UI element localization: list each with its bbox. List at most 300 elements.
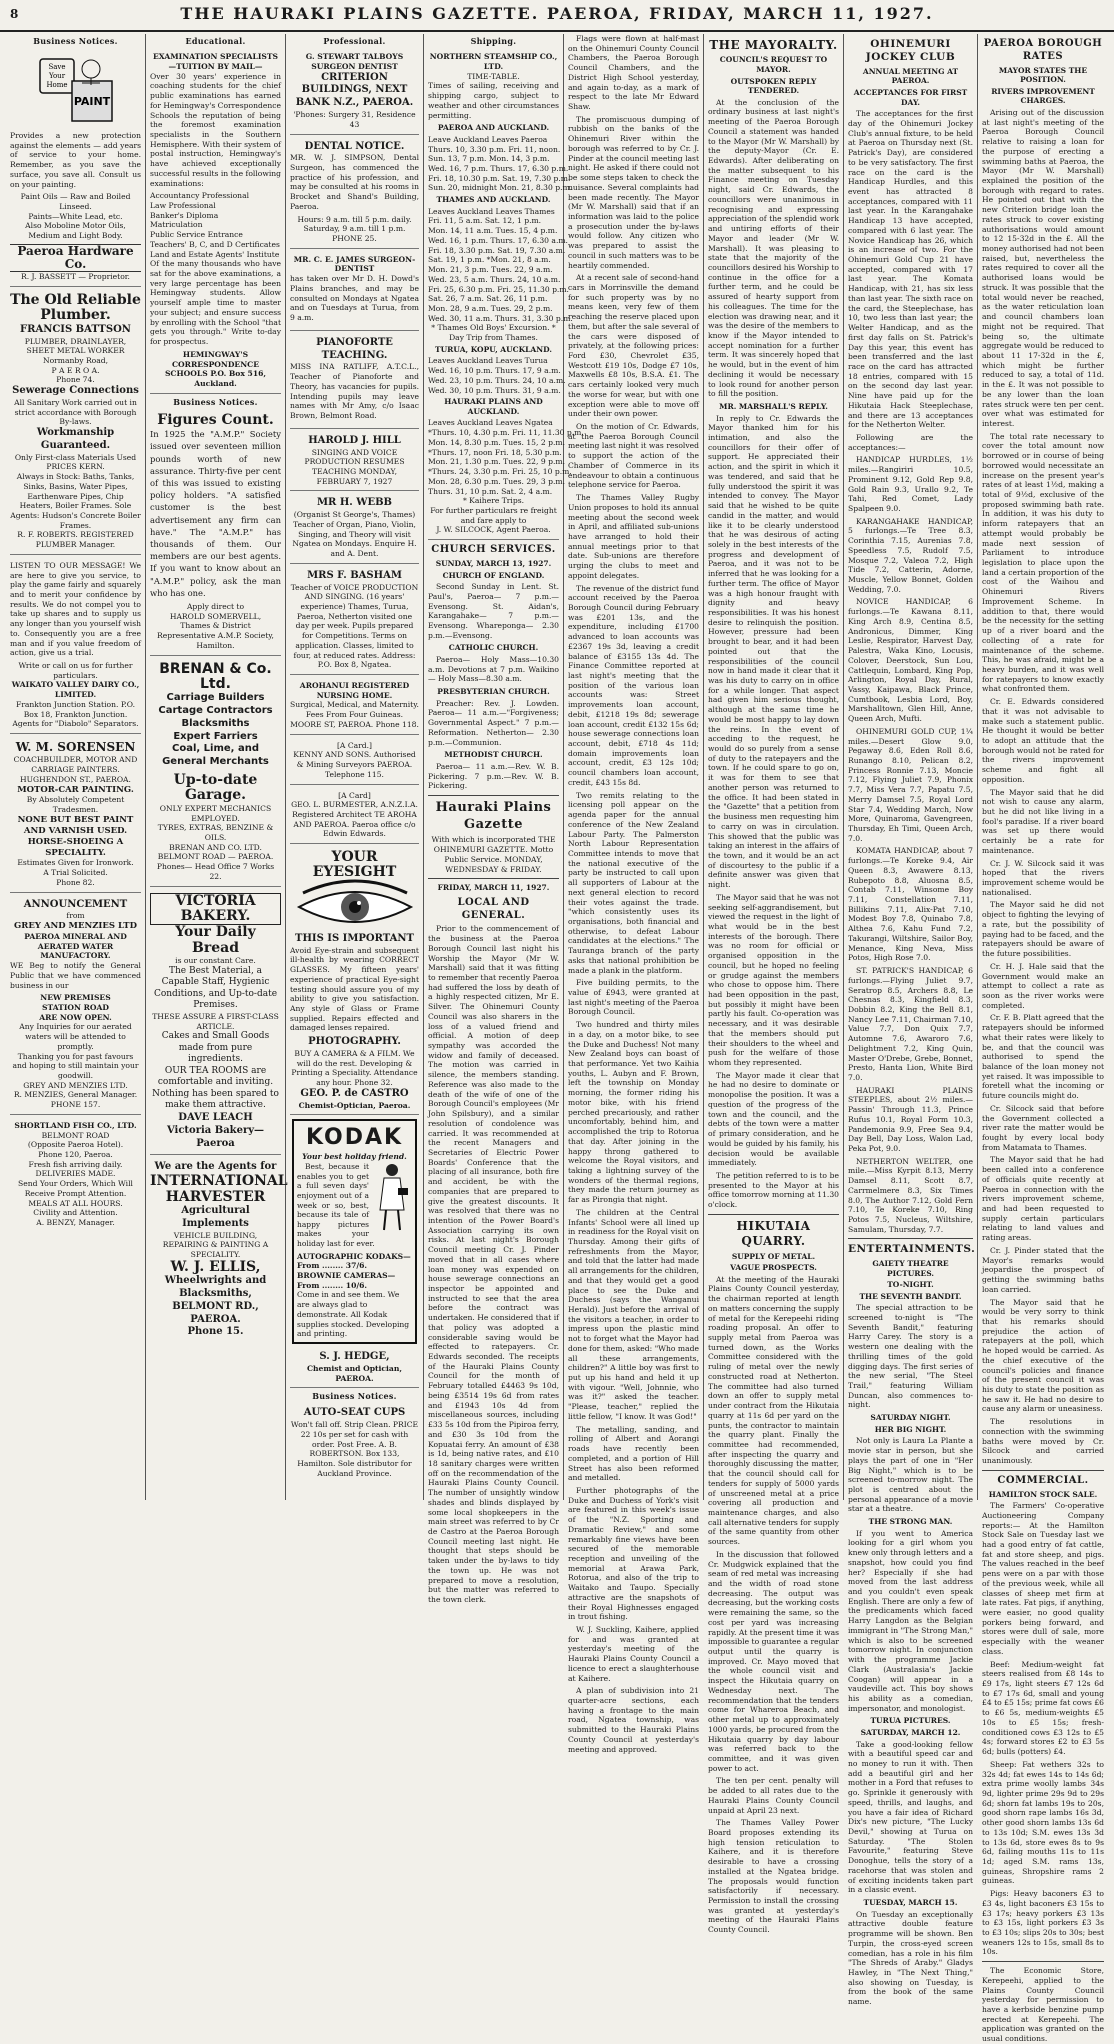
mayoralty-text: The petition referred to is to be presented to the Mayor at his office tomorrow morning at 11.30 o'clock. — [708, 1170, 839, 1210]
stock-text: The Farmers' Co-operative Auctioneering Company reports:— At the Hamilton Stock Sale on Tuesday last we had a good entry of fat cattle, fat and store sheep, and pigs. The values reached in the beef pens were on a par with those of the previous week, while all classes of sheep met firm at late rates. Fat pigs, if anything, were easier, no good quality porkers being forward, and stores were dull of sale, more especially with the weaner class. — [982, 1501, 1104, 1656]
ratliff-text: MISS INA RATLIFF, A.T.C.L., Teacher of Pianoforte and Theory, has vacancies for pupils. Intending pupils may leave names with Mr Amy, c/o Isaac Brown, Belmont Road. — [290, 362, 419, 420]
exam-text-2: Of the many thousands who have sat for the above examinations, a very large percentage has been Hemingway students. Allow yourself ample time to master your subject; and ensure success by enrolling with the School "that gets you through." Write to-day for prospectus. — [150, 259, 281, 347]
exam-list — [150, 191, 281, 259]
divider — [428, 795, 559, 796]
gaiety-title: GAIETY THEATRE PICTURES. — [872, 1258, 949, 1278]
fish-line: BELMONT ROAD — [41, 1130, 110, 1140]
england-text: Second Sunday in Lent. St. Paul's, Paeroa— 7 p.m.—Evensong. St. Aidan's, Karangahake— 7 p.m.—Evensong. Whareponga— 2.30 p.m.—Evensong. — [428, 582, 559, 640]
harvester-sub: Agricultural Implements — [181, 1204, 250, 1229]
schedule-row: Sun. 13, 7 p.m. Mon. 14, 3 p.m. — [428, 154, 550, 164]
hedge-advert — [290, 1348, 419, 1388]
race-entry: HANDICAP HURDLES, 1½ miles.—Rangiriri 10.5, Prominent 9.12, Gold Rep 9.8, Gold Rain 9.3, Urallo 9.2, Te Tahi, Red Comet, Lady Spalpeen 9.0. — [848, 455, 973, 513]
turua-text: On Tuesday an exceptionally attractive double feature programme will be shown. Ben Turpin, the cross-eyed screen comedian, has a role in his film "The Shreds of Araby." Gladys Hawley, in "The Next Thing," also showing on Tuesday, is from the book of the same name. — [848, 1909, 973, 2007]
rates-text: The Mayor said he did not object to fighting the levying of a rate, but the possibility of paying had to be faced, and the ratepayers should be aware of the future possibilities. — [982, 900, 1104, 959]
fish-fresh: Fresh fish arriving daily. — [28, 1159, 123, 1169]
rates-text: The Mayor said that he would be very sorry to think that his remarks should prejudice the action of ratepayers at the poll, which he hoped would be carried. As the chief executive of the council's policies and finance of the present council it was his duty to state the position as he saw it. He had no desire to cause any alarm or uneasiness. — [982, 1297, 1104, 1414]
schedule-row: Fri. 18, 10.30 p.m. Sat. 19, 7.30 p.m. — [428, 173, 571, 183]
newspaper-title: THE HAURAKI PLAINS GAZETTE. PAEROA, FRIDAY, MARCH 11, 1927. — [180, 4, 934, 23]
meals: MEALS AT ALL HOURS. — [28, 1198, 123, 1208]
tonight: TO-NIGHT. — [887, 1280, 934, 1290]
jockey-title: OHINEMURI JOCKEY CLUB — [865, 38, 956, 64]
brenan-phones: Phones— Head Office 7 Works 22. — [156, 862, 275, 881]
basham-text: Teacher of VOICE PRODUCTION AND SINGING. (16 years' experience) Thames, Turua, Paeroa, Netherton visited one day per week. Pupils prepared for Competitions. Terms on application. Classes, limited to four, at reduced rates. Address: P.O. Box 8, Ngatea. — [290, 582, 419, 670]
figures-text: In 1925 the "A.M.P." Society issued over seventeen million pounds worth of new assurance. Thirty-five per cent of this was issued to existing policy holders. "A satisfied customer is the best advertisement any firm can have." The "A.M.P." has thousands of them. Our members are our best agents. If you want to know about an "A.M.P." policy, ask the man who has one. — [150, 429, 281, 598]
garage-title: Up-to-date Garage. — [173, 772, 258, 804]
arohanui-text: Surgical, Medical, and Maternity. Fees From Four Guineas. MOORE ST, PAEROA. Phone 118. — [290, 700, 419, 729]
logo-word-save: Save — [47, 63, 66, 72]
photo-text: BUY A CAMERA & A FILM. We will do the rest. Developing & Printing a Speciality. Attendance any hour. Phone 32. — [291, 1048, 418, 1088]
sorensen-advert — [10, 737, 141, 892]
dental-advert — [290, 138, 419, 249]
schedule-row: *Thurs. 17, noon Fri. 18, 5.30 p.m. — [428, 447, 562, 457]
mayoralty-title: THE MAYORALTY. — [709, 38, 838, 52]
rates-sub-2: RIVERS IMPROVEMENT CHARGES. — [991, 86, 1095, 106]
fish-title: SHORTLAND FISH CO., LTD. — [14, 1120, 137, 1130]
piano-title: PIANOFORTE TEACHING. — [316, 336, 393, 361]
schedule-header: Leaves Auckland Leaves Thames — [428, 206, 555, 216]
jockey-text: Following are the acceptances:— — [848, 432, 973, 452]
fish-line: Phone 120, Paeroa. — [38, 1150, 113, 1160]
stock-text: Sheep: Fat wethers 32s to 32s 4d; fat ewes 14s to 14s 6d; extra prime woolly lambs 34s 9d, lighter prime 29s 9d to 29s 6d; shorn fat lambs 19s to 20s, good shorn rape lambs 16s 3d, other good shorn lambs 13s 6d to 13s 10d; S.M. ewes 13s 3d to 13s 6d, store ewes 8s to 9s 6d, failing mouths 11s to 11s 1d; aged S.M. rams 13s, guineas, Shropshire rams 2 guineas. — [982, 1759, 1104, 1886]
bakery-title: VICTORIA BAKERY. — [150, 893, 281, 926]
brenan-title: BRENAN & Co. Ltd. — [159, 660, 272, 692]
notify-text: WE Beg to notify the General Public that we have commenced business in our — [10, 961, 141, 990]
important-text: Avoid Eye-strain and subsequent ill-health by wearing CORRECT GLASSES. My fifteen years' experience of practical Eye-sight testing should assure you of my ability to give you satisfaction. Any style of Glass or Frame supplied. Repairs effected and damaged lenses repaired. — [290, 945, 419, 1033]
section-heading: Business Notices. — [33, 36, 118, 46]
estimates: Estimates Given for Ironwork. — [17, 858, 134, 868]
her-big-night: HER BIG NIGHT. — [874, 1424, 947, 1434]
sorensen-line: HUGHENDON ST., PAEROA. — [20, 774, 131, 784]
commercial-title: COMMERCIAL. — [997, 1474, 1089, 1486]
newspaper-page — [6, 34, 1108, 2044]
kodak-autographic: AUTOGRAPHIC KODAKS— From ........ 37/6. — [297, 1251, 411, 1271]
news-item: Two hundred and thirty miles in a day, on a motor bike, to see the Duke and Duchess! Not many New Zealand boys can boast of that performance. Yet two Kaihia youths, L. Aubyn and F. Brown, left the township on Monday morning, the former riding his motor bike, with his friend perched precariously, and rather uncomfortably, behind him, and accomplished the trip to Rotorua that day. After joining in the happy throng gathered to welcome the Royal visitors, and taking a lightning survey of the wonders of the thermal regions, they made the return journey as far as Pirongia that night. — [568, 1020, 699, 1205]
schedule-row: Thurs. 10, 3.30 p.m. Fri. 11, noon. — [428, 144, 561, 154]
paint-advert — [10, 49, 141, 287]
bread-sub: is our constant Care. — [175, 956, 256, 966]
civility: Civility and Attention. — [33, 1208, 118, 1218]
brenan-line: Expert Farriers — [173, 730, 258, 742]
harvester-title: INTERNATIONAL HARVESTER — [150, 1173, 288, 1205]
announcement-from: from — [66, 911, 85, 921]
dairy-name: WAIKATO VALLEY DAIRY CO., LIMITED. — [11, 680, 140, 700]
vehicle-text: VEHICLE BUILDING, REPAIRING & PAINTING A SPECIALITY. — [162, 1230, 269, 1259]
local-general-title: LOCAL AND GENERAL. — [457, 896, 530, 921]
quarry-text: The Thames Valley Power Board proposes extending its high tension reticulation to Kaihere, and it is therefore desirable to have a crossing installed at the Ngatea bridge. The proposals would function satisfactorily if necessary. Permission to install the crossing was granted at yesterday's meeting of the Hauraki Plains County Council. — [708, 1818, 839, 1935]
gazette-nameplate: Hauraki Plains Gazette — [435, 800, 552, 832]
schedule-row: Sat. 19, 1 p.m. *Mon. 21, 8 a.m. — [428, 255, 551, 265]
plumber-line: PLUMBER, DRAINLAYER, SHEET METAL WORKER — [24, 336, 127, 356]
column-7 — [844, 34, 978, 2007]
schedule-row: Mon. 21, 3 p.m. Tues. 22, 9 a.m. — [428, 265, 553, 275]
hemingway-address: HEMINGWAY'S CORRESPONDENCE SCHOOLS P.O. Box 516, Auckland. — [164, 349, 267, 388]
paint-line: Paint Oils — Raw and Boiled Linseed. — [20, 192, 131, 211]
announcement-firm: GREY AND MENZIES LTD — [14, 921, 137, 932]
criterion: CRITERION BUILDINGS, NEXT BANK N.Z., PAEROA. — [295, 71, 414, 109]
news-item: Further photographs of the Duke and Duchess of York's visit are featured in this week's issue of the "N.Z. Sporting and Dramatic Review," and some remarkably fine views have been secured of the memorable reception and unveiling of the memorial at Arawa Park, Rotorua, and also of the trip to Waitako and Taupo. Specially attractive are the snapshots of their Royal Highnesses engaged in trout fishing. — [568, 1485, 699, 1622]
news-item: At a recent sale of second-hand cars in Morrinsville the demand for such property was by no means keen, very few of them reaching the reserve placed upon them, but after the sale several of the cars were disposed of privately, at the following prices: Ford £30, Chevrolet £35, Westcott £19 10s, Dodge £7 10s, Maxwells £8 10s, B.S.A. £1. The cars certainly looked very much the worse for wear, but with one exception were able to move off under their own power. — [568, 273, 699, 419]
bandit-text: The special attraction to be screened to-night is "The Seventh Bandit," featuring Harry Carey. The story is a western one dealing with the thrilling times of the gold digging days. The first series of the new serial, "The Steel Trail," featuring William Duncan, also commences to-night. — [848, 1303, 973, 1410]
dental-title: DENTAL NOTICE. — [304, 140, 405, 152]
route-title: HAURAKI PLAINS AND AUCKLAND. — [444, 397, 543, 416]
race-entry: OHINEMURI GOLD CUP, 1¼ miles.—Desert Glow 9.0, Pegaway 8.6, Eden Roll 8.6, Runango 8.10, Pelican 8.2, Princess Ronnie 7.13, Moncie 7.12, Flying Juliet 7.9, Phonix 7.7, Miss Vera 7.7, Papatu 7.5, Merry Damsel 7.5, Royal Lord Star 7.4, Wedding March, Now More, Quinaroma, Gavengreen, Thursday, Eh Timi, Queen Arch, 7.0. — [848, 726, 973, 843]
schedule-row: Wed. 16, 1 p.m. Thurs. 17, 6.30 a.m. — [428, 235, 568, 245]
somervell: HAROLD SOMERVELL, — [169, 611, 262, 621]
bandit-title: THE SEVENTH BANDIT. — [859, 1291, 962, 1301]
church-date: SUNDAY, MARCH 13, 1927. — [435, 558, 552, 568]
kenny-text: KENNY AND SONS. Authorised & Mining Surveyors PAEROA. Telephone 115. — [293, 750, 416, 779]
grey-menzies-advert — [10, 896, 141, 1115]
news-item: Flags were flown at half-mast on the Ohinemuri County Council Chambers, the Paeroa Borough Council Chambers, and the District High School yesterday, and again to-day, as a mark of respect to the late Mr Edward Shaw. — [568, 34, 699, 112]
thanking-text: Thanking you for past favours and hoping to still maintain your goodwill. — [12, 1051, 139, 1081]
strong-man: THE STRONG MAN. — [868, 1517, 953, 1527]
dairy-address: Frankton Junction Station. P.O. Box 18, Frankton Junction. Agents for "Diabolo" Separators. — [12, 699, 139, 729]
church-of-england: CHURCH OF ENGLAND. — [442, 570, 545, 580]
rates-text: Cr. H. J. Hale said that the Government would make an attempt to collect a rate as soon as the river works were completed. — [982, 961, 1104, 1010]
brenan-line: Carriage Builders — [166, 692, 265, 704]
rates-text: The resolutions in connection with the swimming baths were moved by Cr. Silcock and carried unanimously. — [982, 1417, 1104, 1465]
schedule-row: Fri. 11, 5 a.m. Sat. 12, 1 p.m. — [428, 216, 542, 226]
catholic-text: Paeroa— Holy Mass—10.30 a.m. Devotions at 7 p.m. Waikino— Holy Mass—8.30 a.m. — [428, 655, 559, 684]
plumber-line: Phone 74. — [56, 375, 95, 385]
steamship-title: NORTHERN STEAMSHIP CO., LTD. — [429, 52, 558, 71]
news-item: The metalling, sanding, and rolling of Albert and Aorangi roads have recently been completed, and a portion of Hill Street has also been reformed and metalled. — [568, 1424, 699, 1483]
motorcar-sub: By Absolutely Competent Tradesmen. — [26, 795, 125, 815]
paint-body: Provides a new protection against the elements — add years of service to your home. Remember, as you save the surface, you save all. Consult us on your painting. — [10, 130, 141, 189]
rates-text: Arising out of the discussion at last night's meeting of the Paeroa Borough Council relative to raising a loan for the purpose of erecting a swimming baths at Paeroa, the Mayor (Mr W. Marshall) explained the position of the borough with regard to rates. He pointed out that with the new Criterion bridge loan the rates struck to cover existing authorisations would amount to 12 15-32d in the £. All the money authorised had not been raised, but, nevertheless the rates required to cover all the authorised loans would be struck. It was possible that the total would never be reached, as the water reticulation loan and council chambers loan might not be required. That being so, the ultimate aggregate would be reduced to about 11 17-32d in the £, which might be further reduced to say, a total of 11d. in the £. It was not possible to be any lower than the loan rates struck were ten per cent. over what was estimated for interest. — [982, 107, 1104, 428]
jockey-sub: ANNUAL MEETING AT PAEROA. — [862, 66, 959, 86]
timetable-title: TIME-TABLE. — [467, 71, 520, 81]
grey-sign: GREY AND MENZIES LTD. — [23, 1080, 128, 1090]
ellis-phone: Phone 15. — [187, 1326, 244, 1338]
schedule-header: Leave Auckland Leaves Paeroa — [428, 134, 548, 144]
exam-item: Matriculation — [150, 220, 203, 230]
webb-advert — [290, 494, 419, 563]
schedule-row: Sun. 20, midnight Mon. 21, 8.30 p.m. — [428, 183, 573, 193]
mayoralty-text: In reply to Cr. Edwards the Mayor thanked him for his intimation, and also the councillors for their offer of support. He appreciated their action, and the spirit in which it was tendered, and said that he fully understood the spirit it was intended to convey. The Mayor said that he wished to be quite candid in the matter, and would like it to be clearly understood that he was desirous of acting solely in the best interests of the progress and development of Paeroa, and it was not to be inferred that he was looking for a further term. The office of Mayor was a high honour fraught with dignity and heavy responsibilities. It was his honest desire to relinquish the position. However, pressure had been brought to bear, and it had been pointed out that the responsibilities of the council now in hand made it clear that it was his duty to carry on in office for a while longer. That aspect had given him serious thought, although at the same time he would be most happy to lay down the reins. In the event of acceding to the request, he would do so purely from a sense of duty to the ratepayers and the town. If he could spare to go on, it was for them to see that another person was returned to the office. It had been stated in the "Gazette" that a petition from the business men requesting him to carry on was in circulation. This showed that the public was taking an interest in the affairs of the town, and it would be an act of discourtesy to the public if a definite answer was given that night. — [708, 413, 839, 890]
route-schedule — [428, 134, 573, 193]
card-label: [A Card.] — [336, 740, 373, 750]
presbyterian-church: PRESBYTERIAN CHURCH. — [437, 687, 550, 697]
route-note: * Thames Old Boys' Excursion. * Day Trip from Thames. — [431, 323, 556, 343]
quarry-text: The ten per cent. penalty will be added to all rates due to the Hauraki Plains County Council unpaid at April 23 next. — [708, 1776, 839, 1815]
news-item: Five building permits, to the value of £943, were granted at last night's meeting of the Paeroa Borough Council. — [568, 978, 699, 1017]
exam-title: EXAMINATION SPECIALISTS —TUITION BY MAIL— — [152, 52, 279, 71]
brenan-line: Coal, Lime, and — [172, 743, 259, 755]
rates-text: Cr. E. Edwards considered that it was not advisable to make such a statement public. He thought it would be better to adopt an attitude that the borough would not be rated for the rivers improvement scheme and fight all opposition. — [982, 697, 1104, 784]
stock-text: Always in Stock: Baths, Tanks, Sinks, Basins, Water Pipes, Earthenware Pipes, Chip Heaters, Boiler Frames. Sole Agents: Hudson's Concrete Boiler Frames. — [10, 472, 141, 530]
methodist-text: Paeroa— 11 a.m.—Rev. W. B. Pickering. 7 p.m.—Rev. W. B. Pickering. — [428, 761, 559, 791]
quarry-title: HIKUTAIA QUARRY. — [736, 1218, 811, 1249]
exam-item: Teachers' B, C, and D Certificates — [150, 239, 280, 249]
route-title: THAMES AND AUCKLAND. — [436, 195, 551, 205]
news-item: The Thames Valley Rugby Union proposes to hold its annual meeting about the second week in April, and affiliated sub-unions have arranged to hold their annual meetings prior to that date. Sub-unions are therefore urging the clubs to meet and appoint delegates. — [568, 493, 699, 580]
turua-title: TURUA PICTURES. — [870, 1716, 951, 1726]
dairy-text: LISTEN TO OUR MESSAGE! We are here to give you service, to play the game fairly and squarely and to merit your confidence by results. We do not compel you to take up shares and to supply us any longer than you yourself wish to. Consequently you are a free man and if you value freedom of action, give us a trial. — [10, 560, 141, 658]
rates-text: Cr. J. Pinder stated that the Mayor's remarks would jeopardise the prospect of getting the swimming baths loan carried. — [982, 1245, 1104, 1294]
ellis-name: W. J. ELLIS, — [170, 1258, 261, 1275]
jockey-sub-2: ACCEPTANCES FOR FIRST DAY. — [853, 88, 968, 107]
gazette-sub: With which is incorporated THE OHINEMURI GAZETTE. Motto Public Service. MONDAY, WEDNESDAY & FRIDAY. — [431, 835, 556, 874]
quarry-text: At the meeting of the Hauraki Plains County Council yesterday, the chairman reported at length on matters concerning the supply of metal for the Kerepeehi riding roading proposal. An offer to supply metal from Paeroa was turned down, as the Works Committee considered with the ruling of metal over the newly constructed road at Netherton. The committee had also turned down an offer to supply metal under contract from the Hikutaia quarry at 11s 6d per yard on the punts, the contractor to maintain the quarry plant. Finally the committee had recommended, after inspecting the quarry and thoroughly discussing the matter, that the council should call for tenders for supply of 5000 yards of unscreened metal at a price covering all production and maintenance charges, and also call alternative tenders for supply of the same quantity from other sources. — [708, 1274, 839, 1547]
stock-text: Beef: Medium-weight fat steers realised from £8 14s to £9 17s, light steers £7 12s 6d to £7 17s 6d, small and young £4 to £5 15s; prime fat cows £6 to £6 5s, medium-weights £5 10s to £5 15s; fresh-conditioned cows £3 12s to £5 4s; forward stores £2 to £3 5s 6d; bulls (potters) £4. — [982, 1659, 1104, 1757]
paint-line: Also Moboline Motor Oils, Medium and Light Body. — [25, 221, 126, 241]
masthead — [0, 0, 1114, 32]
kenny-advert — [290, 738, 419, 785]
column-6 — [704, 34, 844, 1935]
saturday-night: SATURDAY NIGHT. — [870, 1413, 951, 1423]
local-general-text: Prior to the commencement of the business at the Paeroa Borough Council last night his Worship the Mayor (Mr W. Marshall) said that it was fitting to remember that recently Paeroa had suffered the loss by death of a highly respected citizen, Mr E. Silver. The Ohinemuri County Council was also sharers in the loss of a valued friend and official. A motion of deep sympathy was accorded the widow and family of deceased. The motion was carried in silence, the members standing. Reference was also made to the death of the wife of one of the Borough Council's employees (Mr John Spilsbury), and a similar resolution of condolence was carried. It was recommended at the recent Managers and Secretaries of Electric Power Boards' Conference that the placing of all insurance, both fire and accident, be with the companies that are prepared to give the greatest discounts. It was resolved that there was no intention of the Power Board's Association carrying its own risks. At last night's Borough Council meeting Cr. J. Pinder moved that in all cases where loan money was expended on house sewerage connections an inspector be appointed and instructed to see that the area before the contract was undertaken. He considered that if that policy was adopted a considerable saving would be effected to ratepayers. Cr. Edwards seconded. The receipts of the Hauraki Plains County Council for the month of February totalled £4463 9s 10d, being £3514 19s 6d from rates and £1943 10s 4d from miscellaneous sources, including £33 5s 10d from the Pipiroa ferry, and £30 3s 10d from the Kopuatai ferry. An amount of £38 is 1d, being native rates, and £10 18 sanitary charges were written off on the recommendation of the Hauraki Plains County Council. The number of unsightly window shades and blinds displayed by some local shopkeepers in the main street was referred to by Cr de Castro at the Paeroa Borough Council meeting last night. He thought that steps should be taken under the by-laws to tidy the town up. He was not prepared to move a resolution, but the matter was referred to the town clerk. — [428, 924, 559, 1604]
schedule-row: Mon. 14, 11 a.m. Tues. 15, 4 p.m. — [428, 226, 558, 236]
roberts-sign: R. F. ROBERTS. REGISTERED PLUMBER Manager. — [17, 530, 134, 550]
rates-text: The total rate necessary to cover the total amount now borrowed or in course of being borrowed would necessitate an increase on the present year's rates of at least 1½d, making a total of 9½d, exclusive of the proposed swimming bath rate. In addition, it was his duty to inform ratepayers that an attempt would probably be made next session of Parliament to introduce legislation to place upon the land a certain proportion of the cost of the Waihou and Ohinemuri Rivers Improvement Scheme. In addition to that, there would be the necessity for the setting up of a river board and the collecting of a rate for maintenance of the scheme. This, he was afraid, might be a heavy burden, and it was well for ratepayers to know exactly what confronted them. — [982, 431, 1104, 694]
quarry-sub: SUPPLY OF METAL. — [731, 1251, 816, 1261]
arohanui-advert — [290, 678, 419, 735]
news-item: The revenue of the district fund account received by the Paeroa Borough Council during February was £201 13s, and the expenditure, including £1700 advanced to loan accounts was £2367 19s 3d, leaving a credit balance of £3155 13s 4d. The Finance Committee reported at last night's meeting that the position of the various loan accounts was: Street improvements loan account, debit, £1218 19s 8d; sewerage loan account, credit £132 15s 6d; house sewerage connections loan account, debit, £718 4s 11d; domain improvements loan account, credit, £3 12s 10d; council chambers loan account, credit, £43 15s 8d. — [568, 583, 699, 787]
methodist-church: METHODIST CHURCH. — [444, 750, 543, 760]
race-entry: KOMATA HANDICAP, about 7 furlongs.—Te Koreke 9.4, Air Queen 8.3, Awawere 8.13, Rubepoto 8.8, Aluosna 8.5, Contab 7.11, Winsome Boy 7.11, Constellation 7.11, Billikins 7.11, Alix-Pat 7.10, Modest Boy 7.8, Quinabo 7.8, Althea 7.6, Kahu Fund 7.2, Takurangi, Wiltshire, Sailor Boy, Menance, King Neva, Miss Potos, High Rose 7.0. — [848, 846, 973, 963]
mineral-water: PAEROA MINERAL AND AERATED WATER MANUFACTORY. — [24, 931, 127, 961]
schedule-row: *Thurs. 10, 4.30 p.m. Fri. 11, 11.30 p.m. — [428, 428, 584, 438]
schedule-row: Mon. 21, 1.30 p.m. Tues. 22, 9 p.m. — [428, 457, 565, 467]
cups-advert — [290, 1404, 419, 1482]
exam-text: Over 30 years' experience in coaching students for the chief public examinations has earned for Hemingway's Correspondence Schools the reputation of being the foremost examination specialists in the Southern Hemisphere. With their system of postal instruction, Hemingway's have achieved exceptionally successful results in the following examinations: — [150, 71, 281, 188]
schedule-row: *Thurs. 24, 3.30 p.m. Fri. 25, 10 p.m. — [428, 467, 572, 477]
brenan-address: BELMONT ROAD — PAEROA. — [157, 852, 274, 862]
church-title: CHURCH SERVICES. — [431, 544, 556, 556]
section-heading: Educational. — [185, 36, 246, 46]
eye-icon — [295, 883, 415, 931]
route-note: * Kaihere Trips. — [462, 496, 525, 506]
new-premises: NEW PREMISES — [40, 993, 111, 1003]
schedule-row: Mon. 28, 9 a.m. Tues. 29, 2 p.m. — [428, 303, 553, 313]
rates-text: Cr. J. W. Silcock said it was hoped that the rivers improvement scheme would be nationalised. — [982, 858, 1104, 897]
decastro-sub: Chemist-Optician, Paeroa. — [298, 1100, 411, 1110]
leach-sub: Victoria Bakery—Paeroa — [166, 1124, 265, 1149]
news-item: A plan of subdivision into 21 quarter-acre sections, each having a frontage to the main road, Ngatea township, was submitted to the Hauraki Plains County Council at yesterday's meeting and approved. — [568, 1686, 699, 1754]
hardware-proprietor: R. J. BASSETT — Proprietor. — [21, 272, 130, 282]
route-title: TURUA, KOPU, AUCKLAND. — [435, 344, 552, 354]
news-item: The children at the Central Infants' School were all lined up in readiness for the Royal visit on Thursday. Among their gifts of refreshments from the Mayor, and told that the latter had made all arrangements for the children, and that they would get a good place to see the Duke and Duchess (says the Wanganui Herald). Just before the arrival of the visitors a teacher, in order to impress upon the plastic mind not to forget what the Mayor had done for them, asked: "Who made all these arrangements, children?" A little boy was first to put up his hand and held it up with vigour. "Well, Johnnie, who was it?" asked the teacher. "Please, teacher," replied the little fellow, "I know. It was God!" — [568, 1207, 699, 1421]
mayoralty-sub: COUNCIL'S REQUEST TO MAYOR. — [719, 55, 828, 74]
race-entry: NETHERTON WELTER, one mile.—Miss Kyrpit 8.13, Merry Damsel 8.11, Scott 8.7, Carrmelmere 8.3, Six Times 8.0, The Author 7.12, Gold Fern 7.10, Te Koreke 7.10, Ring Potos 7.5, Nucleus, Wiltshire, Samulam, Thursday, 7.7. — [848, 1156, 973, 1234]
turua-tuesday: TUESDAY, MARCH 15. — [863, 1898, 958, 1908]
plumber-title: The Old Reliable Plumber. — [10, 291, 141, 324]
cups-title: AUTO-SEAT CUPS — [303, 1407, 406, 1419]
plumber-name: FRANCIS BATTSON — [20, 323, 131, 335]
cakes-text: Cakes and Small Goods made from pure ingredients. — [161, 1031, 270, 1065]
logo-word-your: Your — [48, 72, 65, 81]
harvester-advert — [150, 1158, 288, 1343]
schedule-row: Mon. 28, 6.30 p.m. Tues. 29, 3 p.m. — [428, 476, 565, 486]
plumber-advert — [10, 290, 141, 555]
exam-item: Law Professional — [150, 201, 216, 211]
exam-item: Public Service Entrance — [150, 230, 243, 240]
cups-text: Won't fall off. Strip Clean. PRICE 22 10s per set for cash with order. Post Free. A. B. ROBERTSON. Box 133, Hamilton. Sole distributor for Auckland Province. — [290, 1420, 419, 1478]
station-road: STATION ROAD — [41, 1002, 109, 1012]
schedule-row: Wed. 16, 10 p.m. Thurs. 17, 9 a.m. — [428, 366, 561, 376]
logo-word-home: Home — [45, 81, 68, 90]
quarry-sub-2: VAGUE PROSPECTS. — [730, 1263, 817, 1273]
fish-deliveries: DELIVERIES MADE. — [35, 1169, 116, 1179]
holiday-figure-icon — [372, 1162, 412, 1232]
stock-sale-title: HAMILTON STOCK SALE. — [988, 1489, 1098, 1499]
fish-line: (Opposite Paeroa Hotel). — [27, 1140, 124, 1150]
agents-text: We are the Agents for — [154, 1161, 277, 1173]
paint-tin-icon — [36, 55, 116, 125]
section-heading: Business Notices. — [312, 1391, 397, 1402]
silcock-sign: J. W. SILCOCK, Agent Paeroa. — [436, 525, 551, 535]
her-text: Not only is Laura La Plante a movie star in person, but she plays the part of one in "Her Big Night," which is to be screened to-morrow night. The plot is centred about the personal appearance of a movie star at a theatre. — [848, 1436, 973, 1514]
jockey-text: The acceptances for the first day of the Ohinemuri Jockey Club's annual fixture, to be held at Paeroa on Thursday next (St. Patrick's Day), are considered to be very satisfactory. The first race on the card is the Handicap Hurdles, and this event has attracted 8 acceptances, compared with 11 last year. In the Karangahake Handicap 13 have accepted, compared with 6 last year. The Novice Handicap has 26, which is an increase of two. For the Ohinemuri Gold Cup 21 have accepted, compared with 17 last year. The Komata Handicap, with 21, has six less than last year. The sixth race on the card, the Steeplechase, has 10, two less than last year; the Welter Handicap, and as the first day falls on St. Patrick's Day this year, this event has been transferred and the last race on the card has attracted 18 entries, compared with 15 on the second day last year. Nine have paid up for the Hikutaia Hack Steeplechase, and there are 13 acceptances for the Netherton Welter. — [848, 109, 973, 430]
dental-text: MR. W. J. SIMPSON, Dental Surgeon, has commenced the practice of his profession, and may be consulted at his rooms in Brocket and Shand's Building, Paeroa. — [290, 153, 419, 211]
hill-advert — [290, 432, 419, 492]
news-item: The promiscuous dumping of rubbish on the banks of the Ohinemuri River within the borough was referred to by Cr. J. Pinder at the council meeting last night. He asked if there could not be some steps taken to check the nuisance. Several complaints had been made recently. The Mayor (Mr W. Marshall) said that if an information was laid to the police a prosecution under the by-laws would follow. Any citizen who was prepared to assist the council in such matters was to be heartily commended. — [568, 114, 699, 270]
workmanship-text: Only First-class Materials Used PRICES KERN. — [14, 452, 137, 472]
garage-line: TYRES, EXTRAS, BENZINE & OILS. — [157, 823, 274, 843]
schedule-header: Leaves Auckland Leaves Ngatea — [428, 418, 553, 428]
route-schedule — [428, 418, 584, 496]
turua-text: Take a good-looking fellow with a beautiful speed car and no money to run it with. Then add a beautiful girl and her mother in a Ford that refuses to go. Sprinkle it generously with speed, thrills, and laughs, and you have a fair idea of Richard Dix's new picture, "The Lucky Devil," showing at Turua on Saturday. "The Stolen Favourite," featuring Steve Donoghue, tells the story of a racehorse that was stolen and of exciting incidents taken part in a classic event. — [848, 1739, 973, 1895]
sorensen-line: COACHBUILDER, MOTOR AND CARRIAGE PAINTERS. — [13, 755, 138, 775]
schedule-row: Wed. 16, 7 p.m. Thurs. 17, 6.30 p.m. — [428, 164, 569, 174]
ellis-address: BELMONT RD., PAEROA. — [172, 1300, 259, 1325]
divider — [848, 1238, 973, 1239]
none-best: NONE BUT BEST PAINT AND VARNISH USED. — [17, 814, 134, 836]
presby-text: Preacher: Rev. J. Lowden. Paeroa— 11 a.m.—"Forgiveness; Governmental Aspect." 7 p.m.—Reformation. Netherton— 2.30 p.m.—Communion. — [428, 698, 559, 747]
dairy-advert — [10, 558, 141, 734]
plumber-line: Normanby Road, — [42, 355, 109, 365]
kodak-text: Best, because it enables you to get a full seven days' enjoyment out of a week or so, best, because its tale of happy pictures makes your holiday last for ever. — [297, 1162, 375, 1248]
kodak-footer: Come in and see them. We are always glad to demonstrate. All Kodak supplies stocked. Developing and printing. — [297, 1290, 410, 1339]
ellis-sub: Wheelwrights and Blacksmiths, — [164, 1275, 267, 1299]
schedule-row: Thurs. 31, 10 p.m. Sat. 2, 4 a.m. — [428, 486, 553, 496]
burmester-advert — [290, 788, 419, 845]
news-item: W. J. Suckling, Kaihere, applied for and was granted at yesterday's meeting of the Hauraki Plains County Council a licence to erect a slaughterhouse at Kaihere. — [568, 1625, 699, 1683]
photography-title: PHOTOGRAPHY. — [308, 1036, 401, 1048]
logo-word-paint: PAINT — [73, 95, 110, 109]
card-label: [A Card] — [338, 790, 371, 800]
strong-text: If you went to America looking for a girl whom you knew only through letters and a snapshot, how could you find her? Especially if she had moved from the last address and you couldn't even speak English. There are only a few of the predicaments which faced Harry Langdon as the Belgian immigrant in "The Strong Man," which is also to be screened tomorrow night. In conjunction with the programme Jackie Clark (Australasia's Jackie Coogan) will appear in a vaudeville act. This boy shows his ability as a comedian, impersonator, and monologist. — [848, 1528, 973, 1713]
schedule-row: Fri. 25, 6.30 p.m. Fri. 25, 11.30 p.m. — [428, 284, 569, 294]
section-heading: Business Notices. — [173, 396, 258, 407]
page-number: 8 — [10, 7, 19, 21]
phone-157: PHONE 157. — [50, 1100, 101, 1110]
motorcar-title: MOTOR-CAR PAINTING. — [17, 784, 134, 795]
race-entry: ST. PATRICK'S HANDICAP, 6 furlongs.—Flying Juliet 9.7, Seratrop 8.5, Archers 8.8, Le Chesnas 8.3, Kingfield 8.3, Dobbin 8.2, King the Bell 8.1, Nancy Lee 7.11, Chairman 7.10, Value 7.7, Don Quix 7.7, Automne 7.6, Awaroro 7.6, Delightment 7.2, King Quin, Master O'Drebe, Grebe, Bonnet, Presto, Hanta Lion, White Bird 7.0. — [848, 966, 973, 1082]
schedule-row: Sat. 26, 7 a.m. Sat. 26, 11 p.m. — [428, 294, 548, 304]
somervell-sub: Thames & District Representative A.M.P. Society, Hamilton. — [157, 621, 274, 650]
column-5 — [564, 34, 704, 1754]
column-8 — [978, 34, 1108, 2044]
decastro-name: GEO. P. de CASTRO — [300, 1087, 409, 1099]
bread-title: Your Daily Bread — [175, 924, 256, 956]
exam-item: Banker's Diploma — [150, 210, 219, 220]
race-entry: NOVICE HANDICAP, 6 furlongs.—Te Kawana 8.11, King Arch 8.9, Centina 8.5, Andronicus, Dimmer, King Leslie, Respirator, Harvest Day, Palestra, Waka Kino, Locusis, Colover, Deerstock, Sun Lou, Cattlequin, Lombard, King Pop, Arlington, Royal Day, Rural, Vassy, Kaipawa, Black Prince, Cumtbook, Lesbia Lord, Boy, Marshalltown, Glen Hill, Anne, Queen Arch, Mufti. — [848, 597, 973, 724]
brenan-sign: BRENAN AND CO. LTD. — [169, 842, 262, 852]
menzies-sign: R. MENZIES, General Manager. — [13, 1090, 138, 1100]
sewerage-title: Sewerage Connections — [12, 385, 139, 397]
stock-text: Pigs: Heavy baconers £3 to £3 4s, light baconers £3 15s to £3 17s; heavy porkers £3 13s to £3 15s, light porkers £3 3s to £3 10s; slips 20s to 30s; best weaners 12s to 15s, small 8s to 10s. — [982, 1889, 1104, 1957]
schedule-row: Wed. 23, 5 a.m. Thurs. 24, 10 a.m. — [428, 274, 561, 284]
hedge-sub: Chemist and Optician, PAEROA. — [306, 1363, 403, 1383]
rates-sub: MAYOR STATES THE POSITION. — [998, 65, 1088, 85]
rates-title: PAEROA BOROUGH RATES — [983, 38, 1103, 62]
column-3 — [286, 34, 424, 1500]
figures-title: Figures Count. — [157, 411, 274, 428]
webb-text: (Organist St George's, Thames) Teacher of Organ, Piano, Violin, Singing, and Theory will visit Ngatea on Mondays. Enquire H. and A. Dent. — [292, 510, 417, 559]
webb-title: MR H. WEBB — [316, 497, 393, 509]
hemingway-advert — [150, 49, 281, 393]
arohanui-title: AROHANUI REGISTERED NURSING HOME. — [299, 681, 410, 700]
kodak-tagline: Your best holiday friend. — [302, 1152, 407, 1162]
exam-item: Land and Estate Agents' Institute — [150, 249, 280, 259]
turua-saturday: SATURDAY, MARCH 12. — [860, 1727, 961, 1737]
workmanship-title: Workmanship Guaranteed. — [36, 427, 115, 451]
divider — [982, 1961, 1104, 1962]
race-entry: HAURAKI PLAINS STEEPLES, about 2½ miles.—Passin' Through 11.3, Prince Rufus 10.1, Royal Form 10.3, Pandemonia 9.9, Free Sea 9.4, Day Bell, Day Loss, Walon Lad, Peka Pot, 9.0. — [848, 1085, 973, 1153]
race-entry: KARANGAHAKE HANDICAP, 5 furlongs.—Te Tree 8.3, Corinthia 7.15, Aurenias 7.8, Speedless 7.5, Rudolf 7.5, Mosque 7.2, Valeoa 7.2, High Tide 7.2, Catterin, Adorne, Muscle, Yellow Bonnet, Golden Wedding, 7.0. — [848, 516, 973, 594]
mayoralty-text: At the conclusion of the ordinary business at last night's meeting of the Paeroa Borough Council a statement was handed to the Mayor (Mr W. Marshall) by the deputy-Mayor (Cr. E. Edwards). After deliberating on the matter subsequent to his Finance meeting on Tuesday night, said Cr. Edwards, the councillors were unanimous in recognising and expressing appreciation of the splendid work and untiring efforts of their Mayor and leader (Mr W. Marshall). It was pleasing to state that the majority of the councillors desired his Worship to continue in the office for a further term, and he could be assured of hearty support from his colleagues. The time for the election was drawing near, and it was the desire of the members to know if the Mayor intended to accept nomination for a further term. It was sincerely hoped that he would, but in the event of him declining it would be necessary to look round for another person to fill the position. — [708, 97, 839, 399]
plumber-line: P A E R O A. — [51, 365, 100, 375]
talboys-phone: 'Phones: Surgery 31, Residence 43 — [293, 110, 416, 129]
sorensen-name: W. M. SORENSEN — [15, 740, 136, 755]
enquiries-text: Any Inquiries for our aerated waters will be attended to promptly. — [19, 1022, 132, 1051]
kodak-advert — [292, 1119, 417, 1344]
schedule-row: Wed. 30, 11 a.m. Thurs. 31, 3.30 p.m. — [428, 313, 573, 323]
bakery-advert — [150, 890, 281, 1156]
news-item: Two remits relating to the licensing poll appear on the agenda paper for the annual conference of the New Zealand Labour Party. The Palmerston North Labour Representation Committee intends to move that the national executive of the party be instructed to call upon all supporters of Labour at the next general election to record their votes against the trade. "which consistently uses its organisations, both financial and otherwise, to defeat Labour candidates at the elections." The Tauranga branch of the party asks that national prohibition be made a plank in the platform. — [568, 790, 699, 975]
tearooms-text: OUR TEA ROOMS are comfortable and inviting. Nothing has been spared to make them attractive. — [152, 1065, 279, 1111]
dental-hours: Hours: 9 a.m. till 5 p.m. daily. Saturday, 9 a.m. till 1 p.m. — [297, 214, 412, 234]
schedule-row: Wed. 23, 10 p.m. Thurs. 24, 10 a.m. — [428, 375, 566, 385]
now-open: ARE NOW OPEN. — [39, 1012, 112, 1022]
fish-send: Send Your Orders, Which Will Receive Prompt Attention. — [18, 1179, 133, 1198]
divider — [428, 878, 559, 879]
reply-head: MR. MARSHALL'S REPLY. — [719, 402, 828, 412]
bread-text: The Best Material, a Capable Staff, Hygienic Conditions, and Up-to-date Premises. — [153, 965, 278, 1011]
james-text: has taken over Mr D. H. Dowd's Plains branches, and may be consulted on Mondays at Ngatea and on Tuesdays at Turua, from 9 a.m. — [290, 274, 419, 323]
dateline: FRIDAY, MARCH 11, 1927. — [437, 883, 550, 893]
brenan-advert — [150, 659, 281, 887]
timetable-text: Times of sailing, receiving and shipping cargo, subject to weather and other circumstances permitting. — [428, 81, 559, 120]
apply-direct: Apply direct to — [186, 601, 245, 611]
dairy-write: Write or call on us for further particulars. — [18, 661, 133, 680]
benzy-sign: A. BENZY, Manager. — [36, 1218, 115, 1228]
burmester-text: GEO. L. BURMESTER, A.N.Z.I.A. Registered Architect TE AROHA AND PAEROA. Paeroa office c/o Edwin Edwards. — [291, 800, 418, 839]
basham-title: MRS F. BASHAM — [307, 569, 402, 581]
rates-text: The Mayor said that he did not wish to cause any alarm, but he did not like living in a fool's paradise. If a river board was set up there would certainly be a rate for maintenance. — [982, 787, 1104, 855]
mayoralty-sub-2: OUTSPOKEN REPLY TENDERED. — [730, 76, 817, 96]
schedule-row: Fri. 18, 3.30 p.m. Sat. 19, 7.30 a.m. — [428, 245, 566, 255]
freight-text: For further particulars re freight and fare apply to — [430, 505, 557, 525]
exam-item: Accountancy Professional — [150, 191, 250, 201]
kodak-brownie: BROWNIE CAMERAS— From ........ 10/6. — [297, 1270, 396, 1290]
eyesight-title: YOUR EYESIGHT — [312, 849, 397, 881]
fish-advert — [10, 1118, 141, 1232]
route-schedule — [428, 206, 573, 324]
paint-line: Paints—White Lead, etc. — [28, 211, 123, 221]
trial: A Trial Solicited. — [43, 868, 108, 878]
sewerage-text: All Sanitary Work carried out in strict accordance with Borough By-laws. — [14, 397, 137, 427]
hill-title: HAROLD J. HILL — [308, 434, 401, 446]
talboys-name: G. STEWART TALBOYS SURGEON DENTIST — [305, 52, 404, 71]
kodak-logo: KODAK — [305, 1125, 404, 1151]
hill-text: SINGING AND VOICE PRODUCTION RESUMES TEACHING MONDAY, FEBRUARY 7, 1927 — [304, 447, 405, 486]
rates-text: The Mayor said that he had been called into a conference of officials quite recently at Paeroa in connection with the rivers improvement scheme, and had been requested to supply certain particulars relating to land values and rating areas. — [982, 1155, 1104, 1243]
important-title: THIS IS IMPORTANT — [295, 932, 414, 944]
route-title: PAEROA AND AUCKLAND. — [437, 123, 550, 133]
